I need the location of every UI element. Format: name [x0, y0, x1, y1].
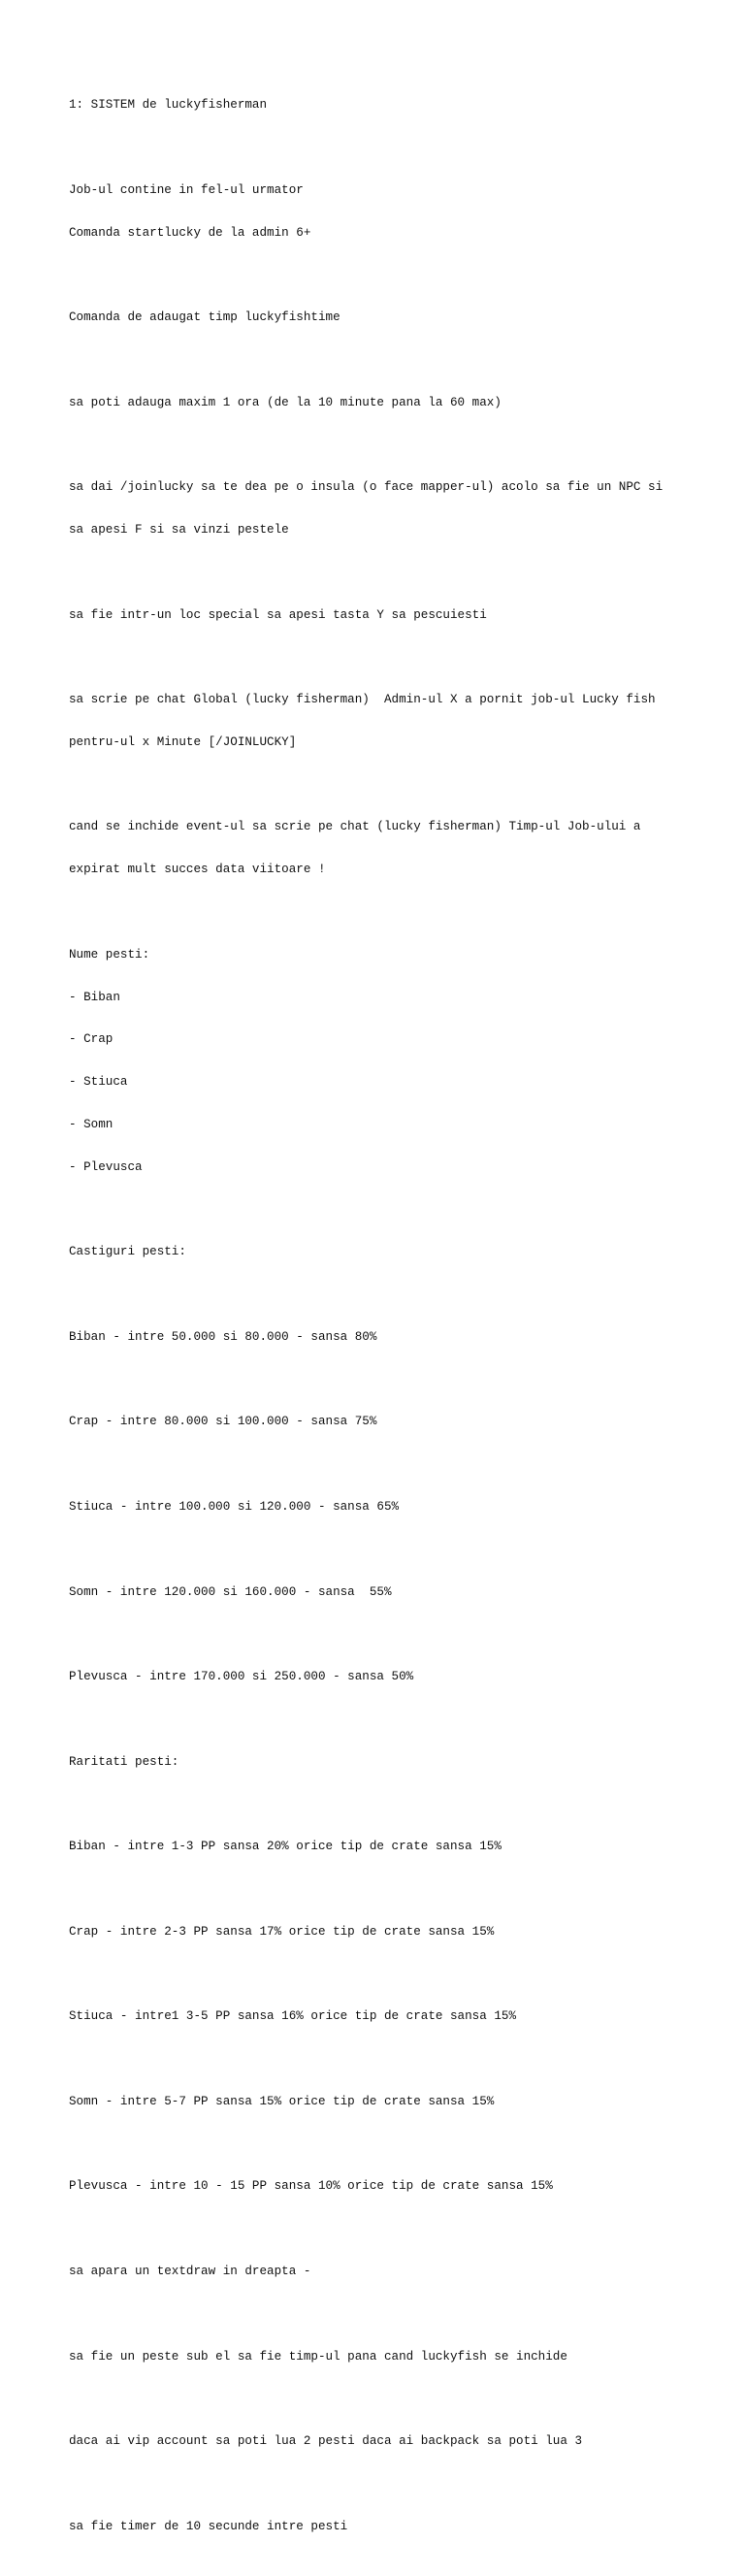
rarity-line: Stiuca - intre1 3-5 PP sansa 16% orice tip de crate sansa 15%	[69, 2009, 517, 2024]
max-time-line: sa poti adauga maxim 1 ora (de la 10 minute pana la 60 max)	[69, 395, 502, 409]
fish-name-item: - Somn	[69, 1117, 113, 1131]
chat-end-paragraph	[69, 792, 690, 905]
rarity-item	[69, 2067, 690, 2137]
earnings-line: Crap - intre 80.000 si 100.000 - sansa 75%	[69, 1415, 377, 1429]
command-time-line: Comanda de adaugat timp luckyfishtime	[69, 310, 340, 325]
title-line: 1: SISTEM de luckyfisherman	[69, 98, 268, 113]
rarities-header: Raritati pesti:	[69, 1754, 179, 1769]
earnings-item	[69, 1472, 690, 1543]
intro-paragraph	[69, 155, 690, 269]
rarities-header-paragraph	[69, 1726, 690, 1797]
rarity-line: Somn - intre 5-7 PP sansa 15% orice tip de crate sansa 15%	[69, 2094, 495, 2108]
vip-paragraph	[69, 2406, 690, 2477]
chat-start-paragraph	[69, 665, 690, 778]
fish-name-item: - Crap	[69, 1032, 113, 1047]
join-lucky-line: sa apesi F si sa vinzi pestele	[69, 523, 289, 537]
earnings-item	[69, 1302, 690, 1373]
chat-end-line: expirat mult succes data viitoare !	[69, 863, 326, 877]
document-body	[69, 70, 690, 2576]
fish-under-paragraph	[69, 2321, 690, 2392]
intro-line: Job-ul contine in fel-ul urmator	[69, 182, 304, 197]
vip-line: daca ai vip account sa poti lua 2 pesti daca ai backpack sa poti lua 3	[69, 2434, 583, 2449]
rarity-line: Biban - intre 1-3 PP sansa 20% orice tip de crate sansa 15%	[69, 1840, 502, 1854]
earnings-line: Stiuca - intre 100.000 si 120.000 - sansa 65%	[69, 1499, 400, 1514]
rarity-line: Crap - intre 2-3 PP sansa 17% orice tip de crate sansa 15%	[69, 1924, 495, 1939]
fish-names-list	[69, 920, 690, 1203]
join-lucky-line: sa dai /joinlucky sa te dea pe o insula (o face mapper-ul) acolo sa fie un NPC si	[69, 480, 664, 495]
timer-paragraph	[69, 2492, 690, 2562]
rarity-item	[69, 1811, 690, 1882]
rarity-item	[69, 1981, 690, 2052]
textdraw-line: sa apara un textdraw in dreapta -	[69, 2265, 311, 2279]
rarity-item	[69, 1897, 690, 1968]
fish-name-item: - Biban	[69, 990, 120, 1004]
earnings-item	[69, 1642, 690, 1712]
special-place-paragraph	[69, 579, 690, 650]
document-title	[69, 70, 690, 141]
rarity-line: Plevusca - intre 10 - 15 PP sansa 10% orice tip de crate sansa 15%	[69, 2179, 553, 2194]
command-time-paragraph	[69, 282, 690, 353]
textdraw-paragraph	[69, 2236, 690, 2307]
timer-line: sa fie timer de 10 secunde intre pesti	[69, 2519, 348, 2533]
join-lucky-paragraph	[69, 452, 690, 566]
rarity-item	[69, 2151, 690, 2222]
chat-start-line: sa scrie pe chat Global (lucky fisherman) Admin-ul X a pornit job-ul Lucky fish	[69, 693, 656, 707]
earnings-line: Plevusca - intre 170.000 si 250.000 - sansa 50%	[69, 1670, 414, 1684]
fish-name-item: - Plevusca	[69, 1159, 143, 1174]
earnings-header: Castiguri pesti:	[69, 1245, 186, 1259]
chat-start-line: pentru-ul x Minute [/JOINLUCKY]	[69, 734, 297, 749]
earnings-line: Somn - intre 120.000 si 160.000 - sansa 55%	[69, 1584, 392, 1599]
fish-under-line: sa fie un peste sub el sa fie timp-ul pana cand luckyfish se inchide	[69, 2349, 567, 2364]
intro-line: Comanda startlucky de la admin 6+	[69, 225, 311, 240]
chat-end-line: cand se inchide event-ul sa scrie pe chat (lucky fisherman) Timp-ul Job-ului a	[69, 820, 641, 834]
max-time-paragraph	[69, 367, 690, 438]
earnings-line: Biban - intre 50.000 si 80.000 - sansa 80%	[69, 1329, 377, 1344]
earnings-header-paragraph	[69, 1217, 690, 1288]
special-place-line: sa fie intr-un loc special sa apesi tasta Y sa pescuiesti	[69, 607, 487, 622]
earnings-item	[69, 1556, 690, 1627]
fish-name-item: - Stiuca	[69, 1075, 128, 1090]
fish-names-header: Nume pesti:	[69, 947, 150, 962]
earnings-item	[69, 1386, 690, 1457]
